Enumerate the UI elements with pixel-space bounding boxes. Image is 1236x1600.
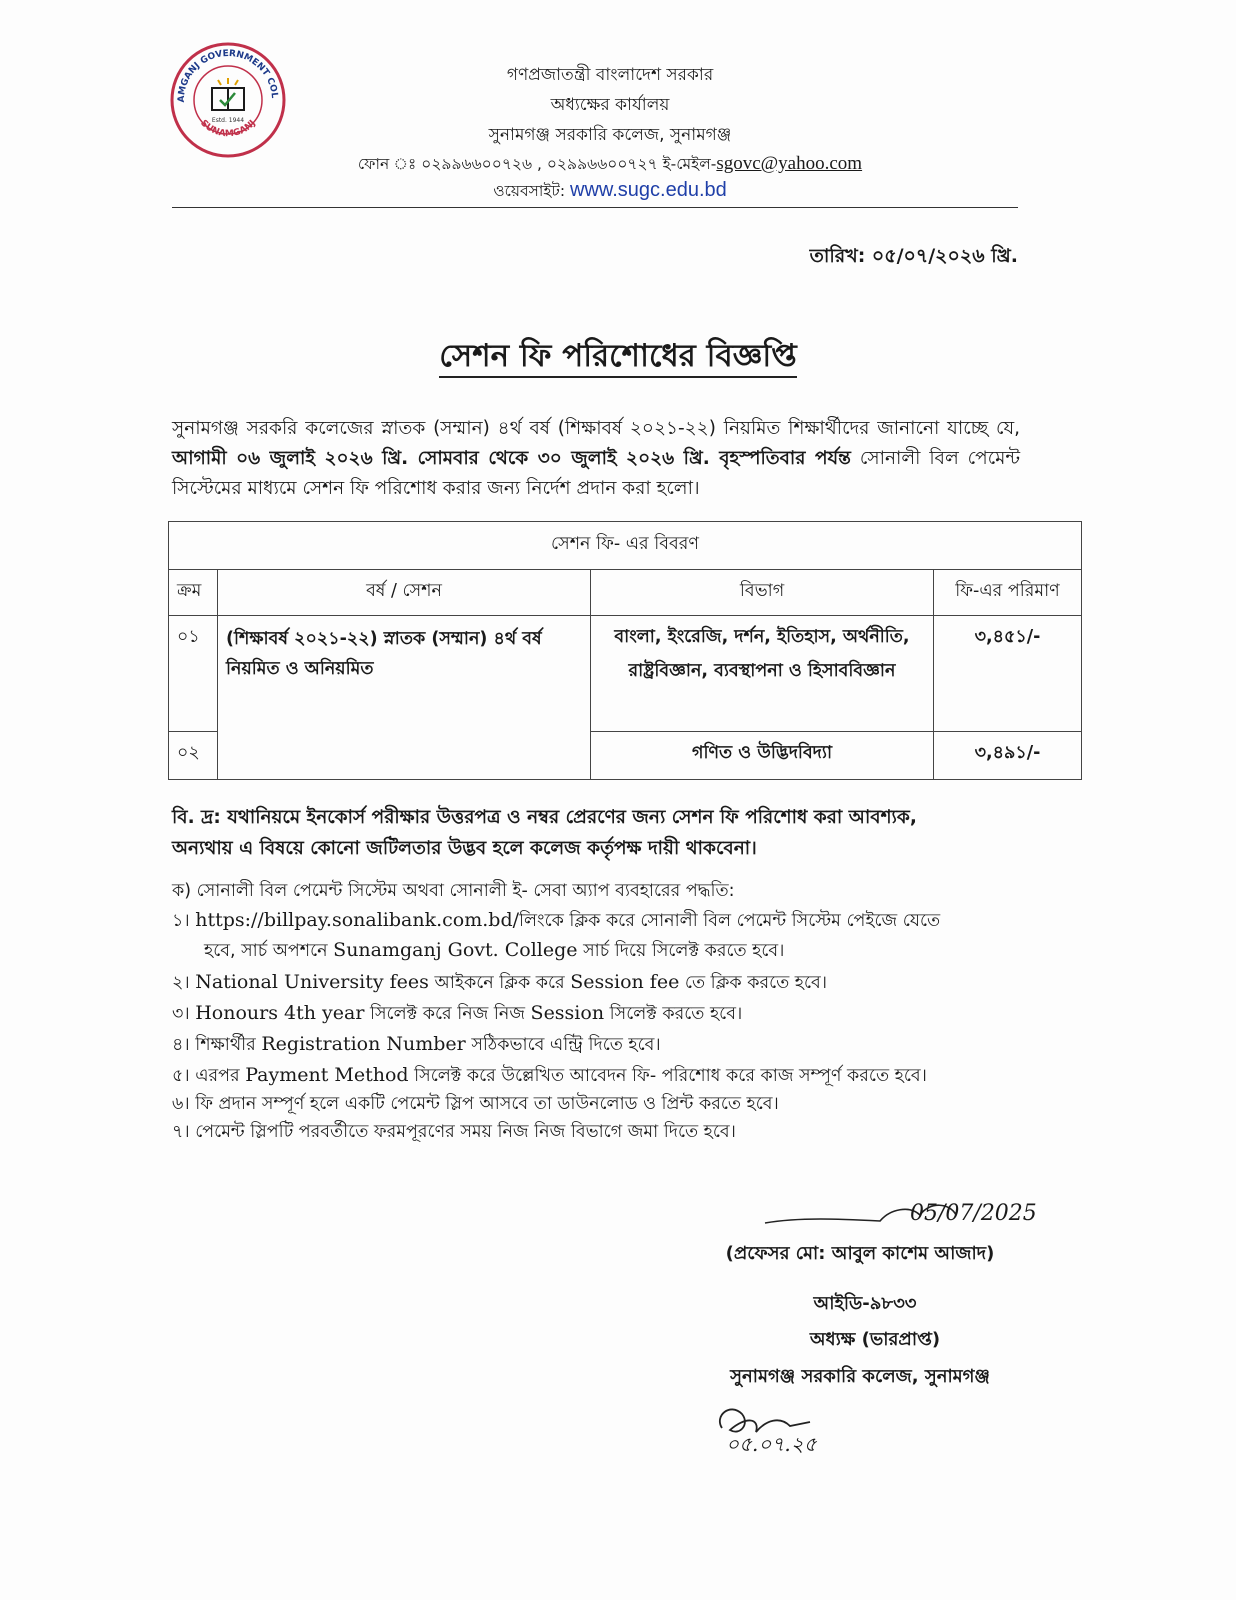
step-5 [172,1060,1032,1091]
step-1 [172,905,1032,936]
step-1-cont [204,935,1034,966]
signatory-institution: সুনামগঞ্জ সরকারি কলেজ, সুনামগঞ্জ [730,1366,990,1387]
col-header-fee: ফি-এর পরিমাণ [934,570,1082,616]
phone-text: ফোন ঃ ০২৯৯৬৬০০৭২৬ , ০২৯৯৬৬০০৭২৭ ই-মেইল- [357,155,717,173]
col-header-serial: ক্রম [169,570,218,616]
step-4-text-a: শিক্ষার্থীর [195,1035,262,1055]
office-name: অধ্যক্ষের কার্যালয় [550,95,670,115]
step-3-en-2: Session [530,1002,605,1024]
step-4-en: Registration Number [261,1033,466,1055]
step-3-text-a: সিলেক্ট করে নিজ নিজ [364,1004,531,1024]
signatory-id: আইডি-৯৮৩৩ [813,1293,917,1314]
row-departments: বাংলা, ইংরেজি, দর্শন, ইতিহাস, অর্থনীতি, রাষ্ট্রবিজ্ঞান, ব্যবস্থাপনা ও হিসাববিজ্ঞান [591,616,934,732]
step-1-text-c: সার্চ দিয়ে সিলেক্ট করতে হবে। [577,941,785,961]
signatory-name: (প্রফেসর মো: আবুল কাশেম আজাদ) [725,1243,995,1264]
govt-name: গণপ্রজাতন্ত্রী বাংলাদেশ সরকার [506,65,714,85]
logo-bottom-text: SUNAMGANJ [198,118,258,140]
website-link[interactable]: www.sugc.edu.bd [570,179,727,201]
row-fee: ৩,৪৫১/- [934,616,1082,732]
svg-text:SUNAMGANJ GOVERNMENT COLLEGE [168,40,279,103]
step-4-number: ৪। [172,1035,190,1055]
step-1-text-b: হবে, সার্চ অপশনে [204,941,334,961]
step-2-text-b: তে ক্লিক করতে হবে। [679,973,828,993]
step-2-number: ২। [172,973,190,993]
step-6: ৬। ফি প্রদান সম্পূর্ণ হলে একটি পেমেন্ট স্লিপ আসবে তা ডাউনলোড ও প্রিন্ট করতে হবে। [172,1094,779,1114]
step-2-text-a: আইকনে ক্লিক করে [428,973,571,993]
session-line-1: (শিক্ষাবর্ষ ২০২১-২২) স্নাতক (সম্মান) ৪র্থ বর্ষ [226,629,542,649]
intro-paragraph [172,414,1020,504]
signatory-designation: অধ্যক্ষ (ভারপ্রাপ্ত) [809,1329,941,1350]
intro-dates: আগামী ০৬ জুলাই ২০২৬ খ্রি. সোমবার থেকে ৩০ জুলাই ২০২৬ খ্রি. বৃহস্পতিবার পর্যন্ত [172,448,851,469]
col-header-session: বর্ষ / সেশন [218,570,591,616]
handwritten-signature [760,1195,1040,1235]
step-2 [172,967,1032,998]
session-cell [218,616,591,780]
step-5-text-b: সিলেক্ট করে উল্লেখিত আবেদন ফি- পরিশোধ করে কাজ সম্পূর্ণ করতে হবে। [408,1066,927,1086]
initial-signature [710,1396,890,1466]
step-3-number: ৩। [172,1004,190,1024]
header-divider [172,207,1018,208]
intro-text-2: সোনালী বিল পেমেন্ট সিস্টেমের মাধ্যমে সেশন ফি পরিশোধ করার জন্য নির্দেশ প্রদান করা হলো। [172,448,1020,499]
step-5-en: Payment Method [245,1064,409,1086]
step-4 [172,1029,1032,1060]
book-icon [212,78,244,110]
row-fee: ৩,৪৯১/- [934,732,1082,780]
contact-line [300,152,920,178]
title-text: সেশন ফি পরিশোধের বিজ্ঞপ্তি [439,338,797,378]
notice-date: তারিখ: ০৫/০৭/২০২৬ খ্রি. [809,245,1018,267]
step-4-text-b: সঠিকভাবে এন্ট্রি দিতে হবে। [465,1035,661,1055]
note-line-1: বি. দ্র: যথানিয়মে ইনকোর্স পরীক্ষার উত্তরপত্র ও নম্বর প্রেরণের জন্য সেশন ফি পরিশোধ করা আবশ্যক, [172,807,917,828]
step-7: ৭। পেমেন্ট স্লিপটি পরবর্তীতে ফরমপূরণের সময় নিজ নিজ বিভাগে জমা দিতে হবে। [172,1122,736,1142]
step-2-en-1: National University fees [195,971,429,993]
note-line-2: অন্যথায় এ বিষয়ে কোনো জটিলতার উদ্ভব হলে কলেজ কর্তৃপক্ষ দায়ী থাকবেনা। [172,838,757,859]
college-logo [168,40,288,160]
step-1-text-a: লিংকে ক্লিক করে সোনালী বিল পেমেন্ট সিস্টেম পেইজে যেতে [519,911,941,931]
method-title: ক) সোনালী বিল পেমেন্ট সিস্টেম অথবা সোনালী ই- সেবা অ্যাপ ব্যবহারের পদ্ধতি: [172,881,735,901]
logo-arc-text: AMGANJ GOVERNMENT COL [176,48,280,103]
step-5-text-a: এরপর [195,1066,246,1086]
col-header-department: বিভাগ [591,570,934,616]
step-1-number: ১। [172,911,190,931]
intro-text-1: সুনামগঞ্জ সরকরি কলেজের স্নাতক (সম্মান) ৪র্থ বর্ষ (শিক্ষাবর্ষ ২০২১-২২) নিয়মিত শিক্ষার্থীদের জানানো যাচ্ছে যে, [172,418,1020,439]
row-serial: ০১ [169,616,218,732]
website-line [300,179,920,205]
step-3 [172,998,1032,1029]
billpay-link[interactable]: https://billpay.sonalibank.com.bd/ [195,909,520,931]
step-2-en-2: Session fee [570,971,680,993]
fee-table [168,521,1082,780]
college-name: সুনামগঞ্জ সরকারি কলেজ, সুনামগঞ্জ [488,125,732,145]
step-3-text-b: সিলেক্ট করতে হবে। [604,1004,743,1024]
page-title [0,332,1236,384]
session-line-2: নিয়মিত ও অনিয়মিত [226,659,374,679]
website-label: ওয়েবসাইট: [493,182,571,200]
row-serial: ০২ [169,732,218,780]
step-1-college: Sunamganj Govt. College [333,939,578,961]
logo-established: Estd. 1944 [211,117,245,124]
signature-date: 05/07/2025 [910,1201,1037,1226]
notice-note [172,802,1032,864]
step-3-en-1: Honours 4th year [195,1002,365,1024]
row-departments: গণিত ও উদ্ভিদবিদ্যা [591,732,934,780]
step-5-number: ৫। [172,1066,190,1086]
initial-date: ০৫.০৭.২৫ [726,1432,817,1456]
table-caption: সেশন ফি- এর বিবরণ [169,522,1082,570]
table-row [169,616,1082,732]
email-link[interactable]: sgovc@yahoo.com [716,153,863,174]
